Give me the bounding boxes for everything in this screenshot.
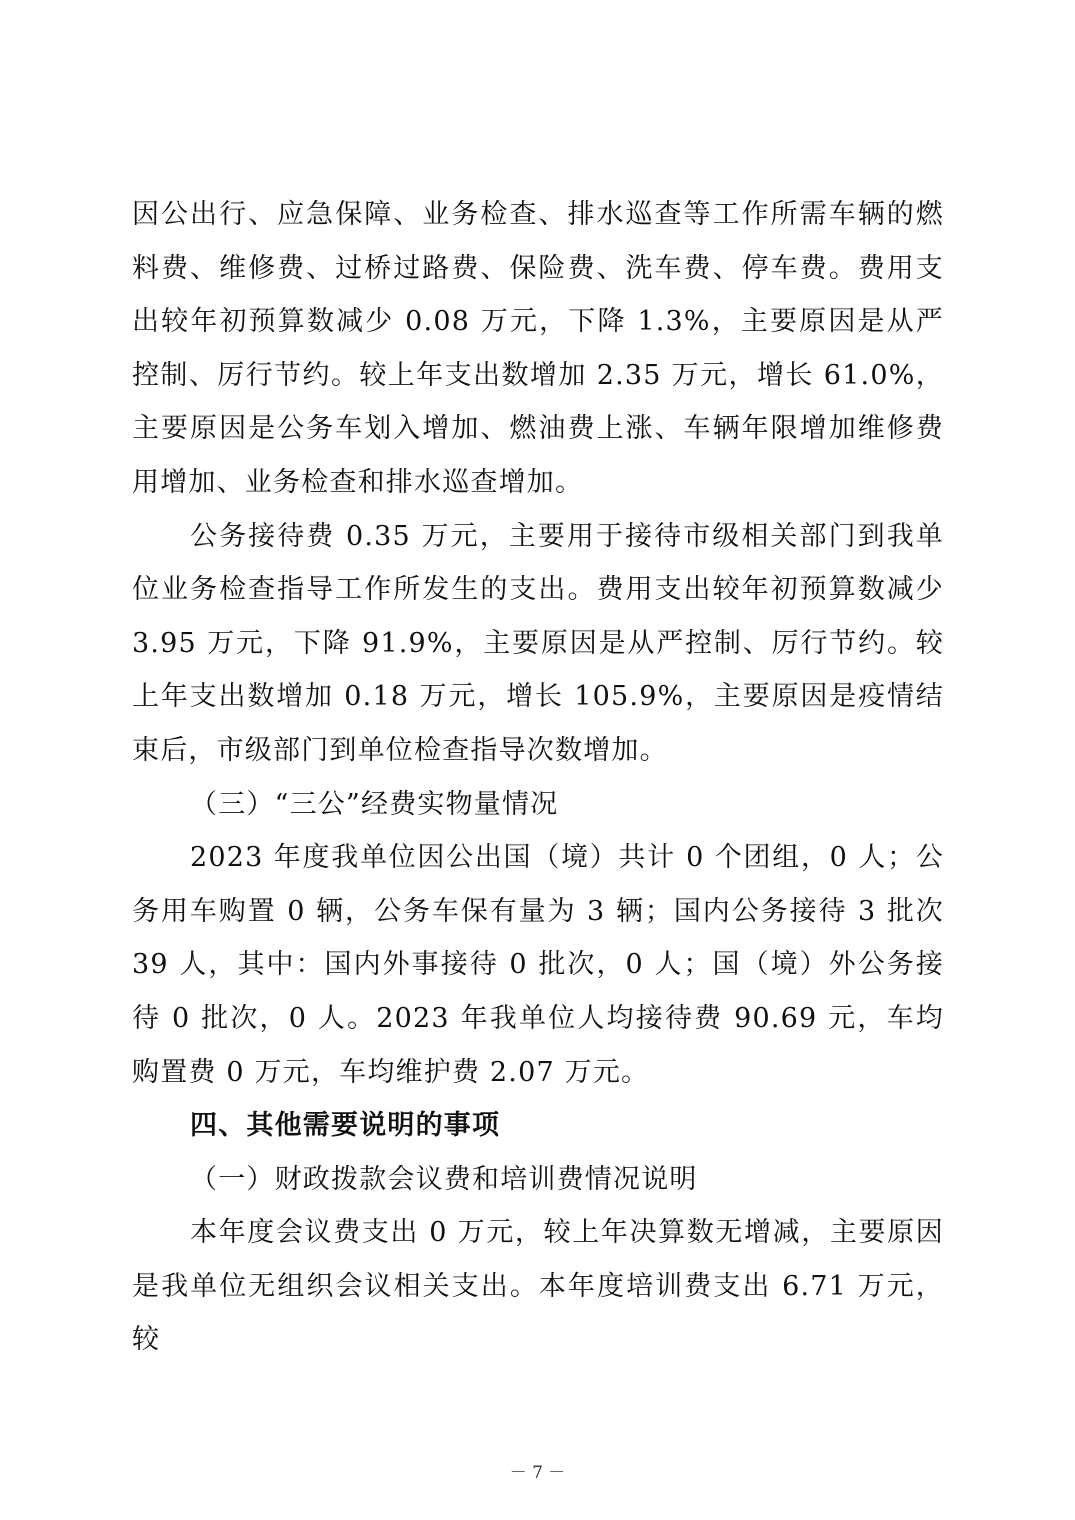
page-number: － 7 － — [509, 1463, 566, 1483]
paragraph-vehicle-costs: 因公出行、应急保障、业务检查、排水巡查等工作所需车辆的燃料费、维修费、过桥过路费、保险费、洗车费、停车费。费用支出较年初预算数减少 0.08 万元，下降 1.3%，主要原因是从严控制、厉行节约。较上年支出数增加 2.35 万元，增长 61.0%，主要原因是公务车划入增加、燃油费上涨、车辆年限增加维修费用增加、业务检查和排水巡查增加。 — [132, 199, 944, 498]
subheading-three-public-quantities: （三）“三公”经费实物量情况 — [190, 788, 559, 820]
paragraph-meeting-training: 本年度会议费支出 0 万元，较上年决算数无增减，主要原因是我单位无组织会议相关支出。本年度培训费支出 6.71 万元，较 — [132, 1217, 944, 1356]
paragraph-quantities: 2023 年度我单位因公出国（境）共计 0 个团组，0 人；公务用车购置 0 辆，公务车保有量为 3 辆；国内公务接待 3 批次 39 人，其中：国内外事接待 0 批次，0 人；国（境）外公务接待 0 批次，0 人。2023 年我单位人均接待费 90.69 元，车均购置费 0 万元，车均维护费 2.07 万元。 — [132, 842, 944, 1088]
paragraph-reception-costs: 公务接待费 0.35 万元，主要用于接待市级相关部门到我单位业务检查指导工作所发生的支出。费用支出较年初预算数减少 3.95 万元，下降 91.9%，主要原因是从严控制、厉行节约。较上年支出数增加 0.18 万元，增长 105.9%，主要原因是疫情结束后，市级部门到单位检查指导次数增加。 — [132, 520, 944, 766]
heading-other-matters: 四、其他需要说明的事项 — [190, 1110, 501, 1142]
subheading-meeting-training-costs: （一）财政拨款会议费和培训费情况说明 — [190, 1163, 698, 1195]
document-body — [132, 188, 944, 1367]
